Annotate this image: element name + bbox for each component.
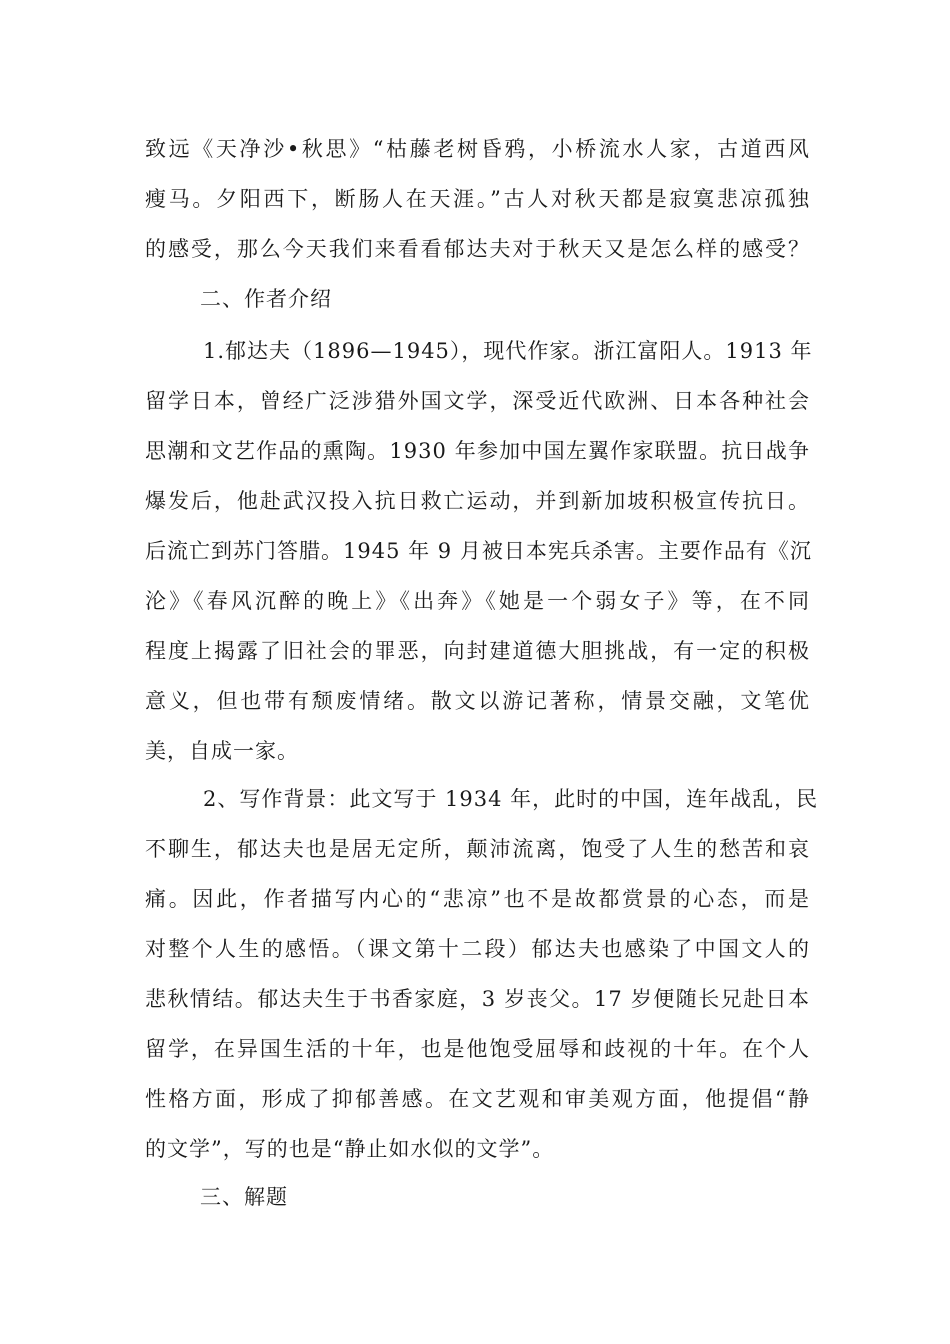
text-line: 痛。因此，作者描写内心的“悲凉”也不是故都赏景的心态，而是 [145, 887, 810, 911]
text-line: 美，自成一家。 [145, 739, 299, 763]
text-line: 致远《天净沙•秋思》“枯藤老树昏鸦，小桥流水人家，古道西风 [145, 137, 810, 161]
author-paragraph [145, 326, 813, 776]
intro-paragraph [145, 124, 810, 274]
background-paragraph [145, 774, 819, 1174]
heading-text: 二、作者介绍 [200, 287, 332, 311]
text-line: 留学日本，曾经广泛涉猎外国文学，深受近代欧洲、日本各种社会 [145, 389, 810, 413]
text-line: 的感受，那么今天我们来看看郁达夫对于秋天又是怎么样的感受？ [145, 237, 810, 261]
text-line: 思潮和文艺作品的熏陶。1930 年参加中国左翼作家联盟。抗日战争 [145, 439, 810, 463]
text-line: 瘦马。夕阳西下，断肠人在天涯。”古人对秋天都是寂寞悲凉孤独 [145, 187, 810, 211]
text-line: 性格方面，形成了抑郁善感。在文艺观和审美观方面，他提倡“静 [145, 1087, 810, 1111]
text-line: 程度上揭露了旧社会的罪恶，向封建道德大胆挑战，有一定的积极 [145, 639, 810, 663]
text-line: 的文学”，写的也是“静止如水似的文学”。 [145, 1137, 555, 1161]
text-line: 后流亡到苏门答腊。1945 年 9 月被日本宪兵杀害。主要作品有《沉 [145, 539, 812, 563]
text-line: 2、写作背景：此文写于 1934 年，此时的中国，连年战乱，民 [203, 787, 819, 811]
text-line: 沦》《春风沉醉的晚上》《出奔》《她是一个弱女子》等，在不同 [145, 589, 810, 613]
text-line: 意义，但也带有颓废情绪。散文以游记著称，情景交融，文笔优 [145, 689, 810, 713]
section-heading-author [200, 274, 600, 324]
text-line: 留学，在异国生活的十年，也是他饱受屈辱和歧视的十年。在个人 [145, 1037, 810, 1061]
text-line: 不聊生，郁达夫也是居无定所，颠沛流离，饱受了人生的愁苦和哀 [145, 837, 810, 861]
text-line: 爆发后，他赴武汉投入抗日救亡运动，并到新加坡积极宣传抗日。 [145, 489, 810, 513]
section-heading-title-analysis [200, 1172, 600, 1222]
text-line: 对整个人生的感悟。（课文第十二段）郁达夫也感染了中国文人的 [145, 937, 810, 961]
text-line: 悲秋情结。郁达夫生于书香家庭，3 岁丧父。17 岁便随长兄赴日本 [145, 987, 810, 1011]
text-line: 1.郁达夫（1896—1945），现代作家。浙江富阳人。1913 年 [203, 339, 813, 363]
heading-text: 三、解题 [200, 1185, 288, 1209]
